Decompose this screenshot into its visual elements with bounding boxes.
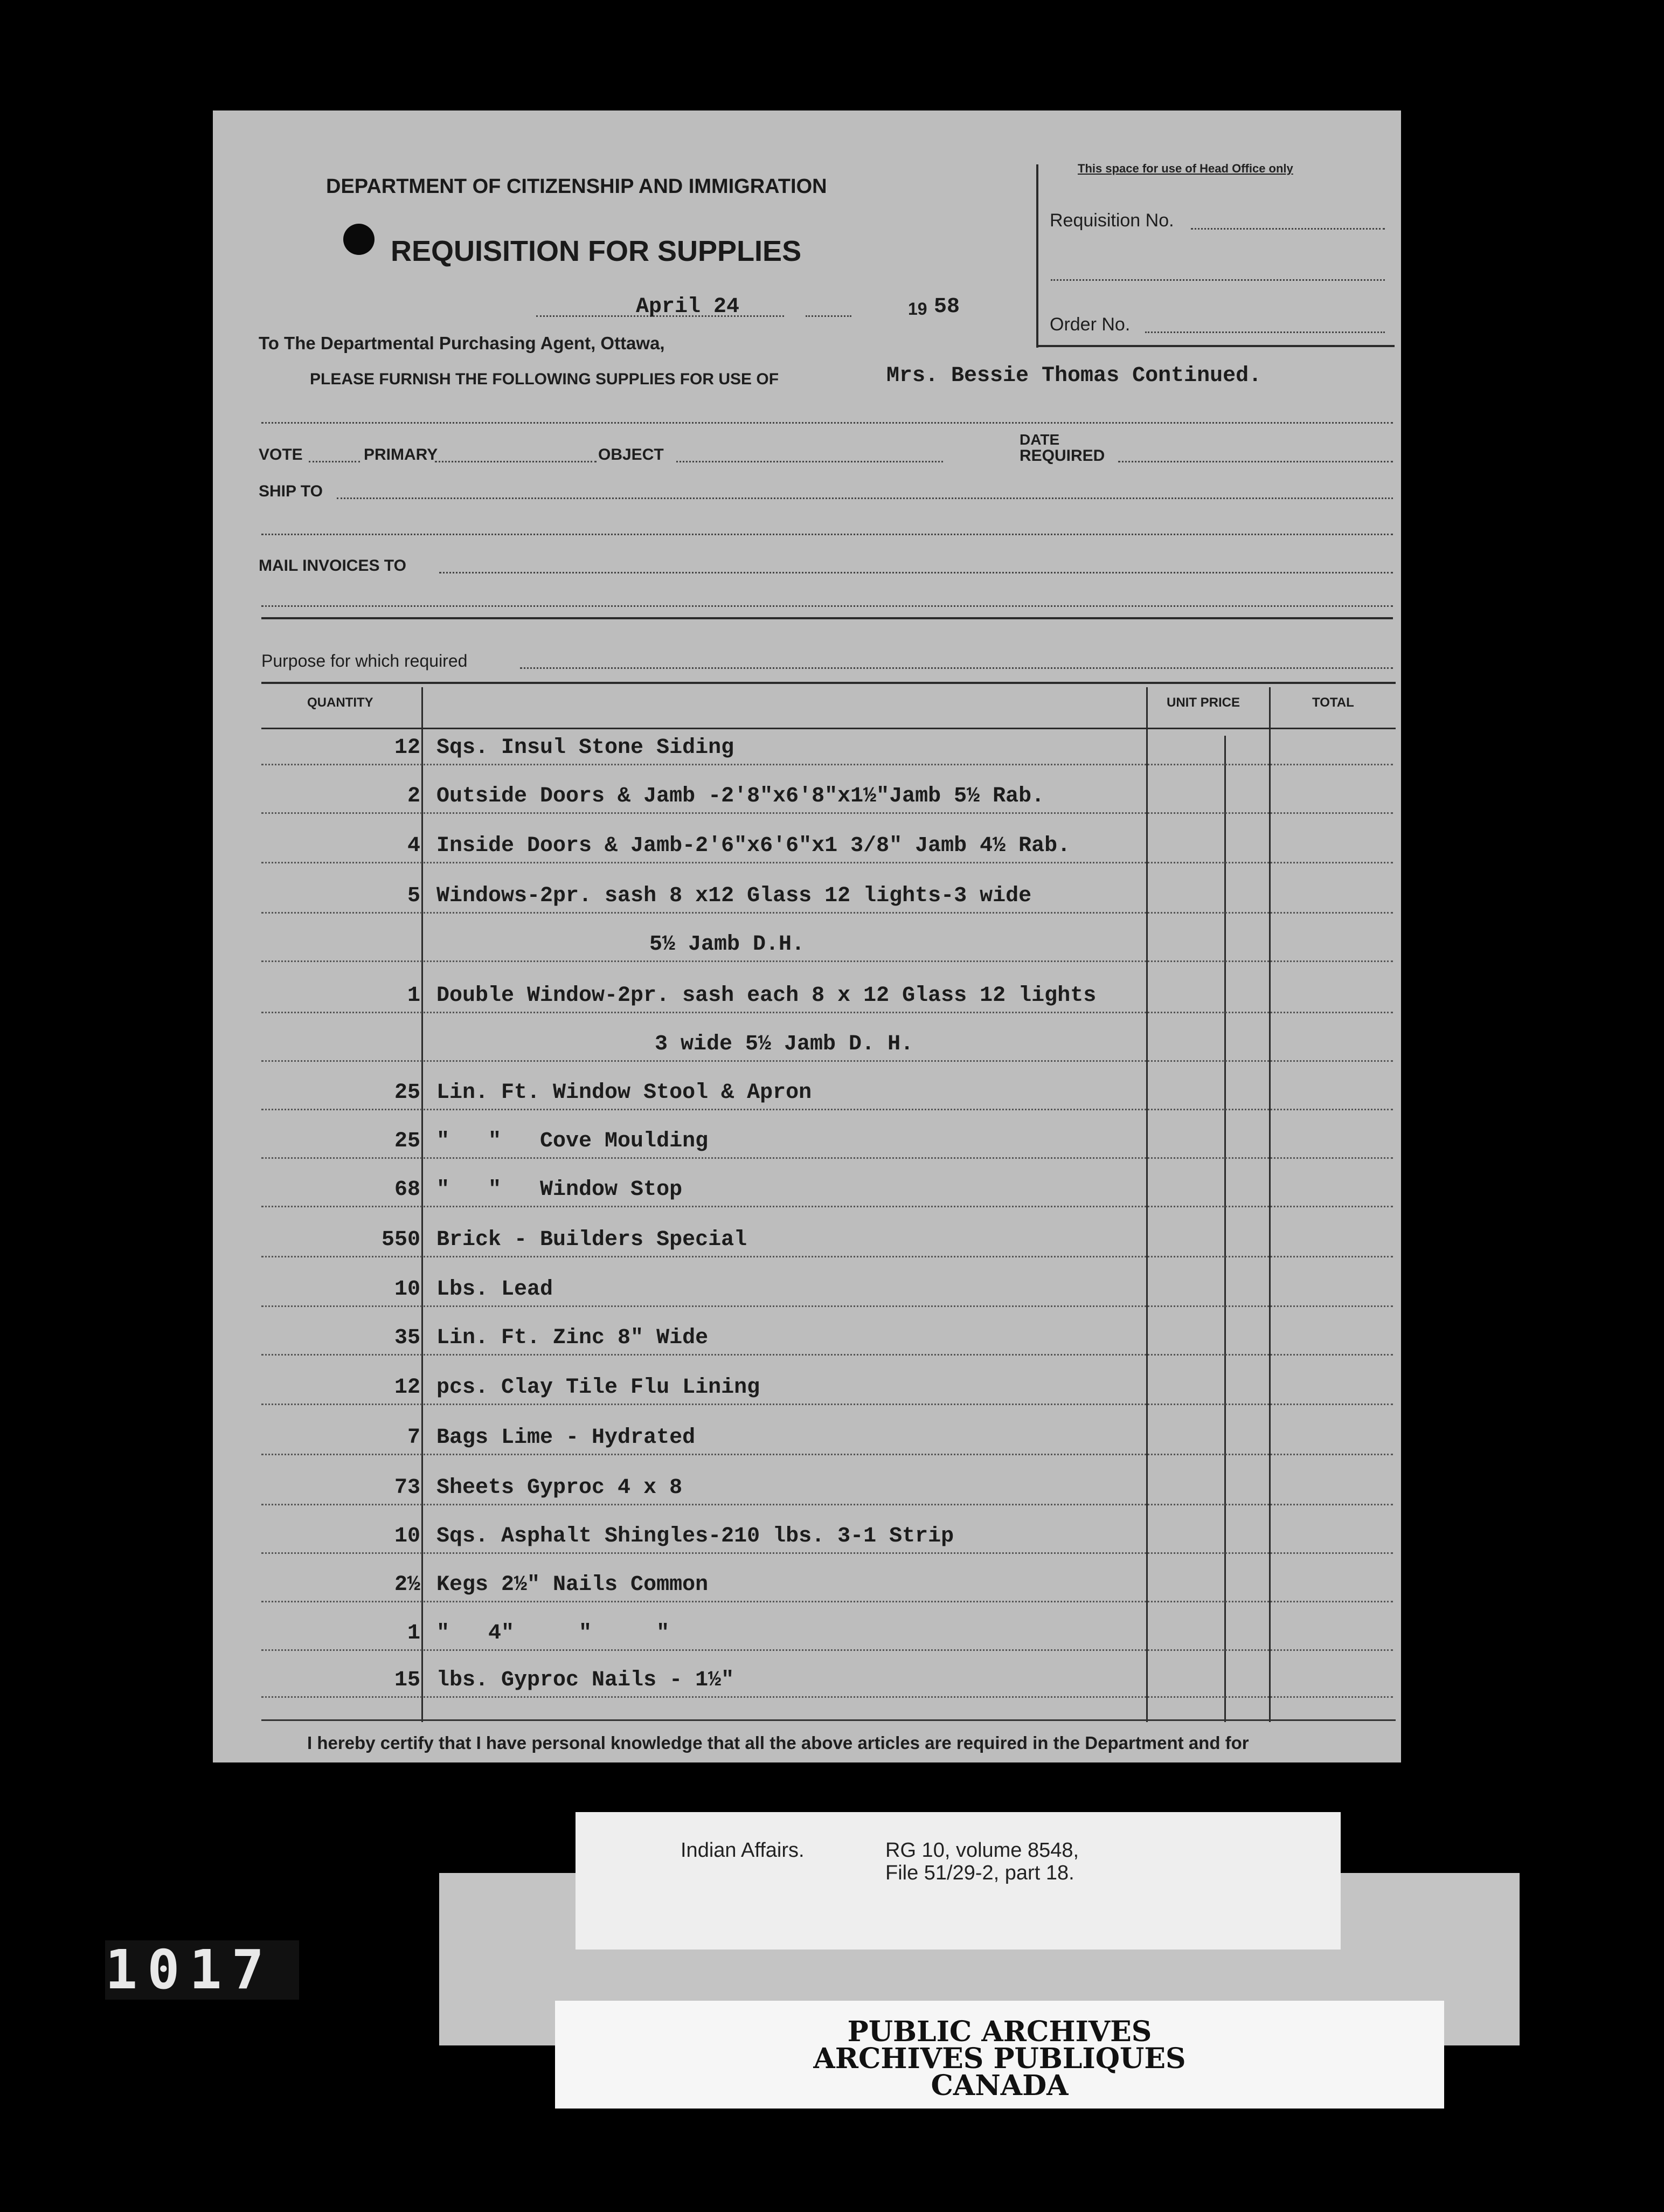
item-quantity: 12 bbox=[394, 736, 420, 760]
head-office-note: This space for use of Head Office only bbox=[1078, 162, 1293, 175]
purpose-line bbox=[520, 667, 1393, 669]
row-guide-line bbox=[261, 1256, 1393, 1257]
item-description: Brick - Builders Special bbox=[436, 1228, 747, 1252]
row-guide-line bbox=[261, 1109, 1393, 1110]
order-no-label: Order No. bbox=[1050, 314, 1131, 335]
item-description: pcs. Clay Tile Flu Lining bbox=[436, 1375, 760, 1400]
row-guide-line bbox=[261, 1454, 1393, 1455]
card-ref-line-1: RG 10, volume 8548, bbox=[885, 1839, 1079, 1862]
purchasing-agent-line: To The Departmental Purchasing Agent, Ottawa, bbox=[259, 333, 665, 353]
item-description: 5½ Jamb D.H. bbox=[649, 932, 805, 957]
primary-line bbox=[435, 461, 597, 462]
table-bottom-rule bbox=[261, 1719, 1396, 1721]
date-century: 19 bbox=[908, 299, 927, 319]
row-guide-line bbox=[261, 1696, 1393, 1698]
col-unit-price-header: UNIT PRICE bbox=[1167, 695, 1240, 710]
frame-number: 1017 bbox=[105, 1940, 299, 2000]
furnish-label: PLEASE FURNISH THE FOLLOWING SUPPLIES FOR USE OF bbox=[310, 370, 779, 388]
blank-line-1 bbox=[261, 422, 1393, 424]
punch-hole-dot bbox=[343, 224, 375, 255]
item-description: lbs. Gyproc Nails - 1½" bbox=[436, 1668, 734, 1692]
date-line-2 bbox=[806, 315, 851, 317]
item-quantity: 25 bbox=[394, 1081, 420, 1105]
date-required-label-1: DATE bbox=[1020, 431, 1060, 448]
item-description: " " Cove Moulding bbox=[436, 1129, 709, 1153]
item-description: Outside Doors & Jamb -2'8"x6'8"x1½"Jamb 5½ Rab. bbox=[436, 784, 1045, 808]
item-quantity: 12 bbox=[394, 1375, 420, 1400]
item-description: Sqs. Asphalt Shingles-210 lbs. 3-1 Strip bbox=[436, 1524, 954, 1549]
item-quantity: 15 bbox=[394, 1668, 420, 1692]
item-description: Sheets Gyproc 4 x 8 bbox=[436, 1476, 683, 1500]
table-top-rule bbox=[261, 682, 1396, 684]
certify-statement: I hereby certify that I have personal knowledge that all the above articles are required in the Department and for bbox=[307, 1733, 1249, 1753]
vote-label: VOTE bbox=[259, 446, 303, 464]
col-divider-desc bbox=[1146, 687, 1148, 1722]
col-quantity-header: QUANTITY bbox=[307, 695, 373, 710]
item-quantity: 73 bbox=[394, 1476, 420, 1500]
row-guide-line bbox=[261, 1305, 1393, 1307]
row-guide-line bbox=[261, 1354, 1393, 1356]
primary-label: PRIMARY bbox=[364, 446, 438, 464]
item-description: Lin. Ft. Window Stool & Apron bbox=[436, 1081, 812, 1105]
item-quantity: 550 bbox=[381, 1228, 420, 1252]
row-guide-line bbox=[261, 1206, 1393, 1207]
item-description: Kegs 2½" Nails Common bbox=[436, 1573, 709, 1597]
item-quantity: 7 bbox=[407, 1426, 420, 1450]
row-guide-line bbox=[261, 862, 1393, 863]
date-required-line bbox=[1118, 461, 1393, 462]
item-description: Bags Lime - Hydrated bbox=[436, 1426, 696, 1450]
item-quantity: 68 bbox=[394, 1178, 420, 1202]
mail-invoices-line bbox=[439, 572, 1393, 573]
row-guide-line bbox=[261, 812, 1393, 814]
archives-line-3: CANADA bbox=[931, 2069, 1069, 2102]
item-description: Windows-2pr. sash 8 x12 Glass 12 lights-3 wide bbox=[436, 884, 1032, 908]
ship-to-label: SHIP TO bbox=[259, 482, 323, 500]
mail-invoices-line-2 bbox=[261, 605, 1393, 607]
head-office-box-border bbox=[1036, 164, 1038, 348]
row-guide-line bbox=[261, 960, 1393, 962]
item-quantity: 5 bbox=[407, 884, 420, 908]
item-description: Lin. Ft. Zinc 8" Wide bbox=[436, 1326, 709, 1350]
item-description: Double Window-2pr. sash each 8 x 12 Glass 12 lights bbox=[436, 984, 1097, 1008]
archives-line-1: PUBLIC ARCHIVES bbox=[847, 2015, 1152, 2048]
item-quantity: 1 bbox=[407, 1621, 420, 1646]
ship-to-line bbox=[337, 497, 1393, 499]
row-guide-line bbox=[261, 1060, 1393, 1062]
card-ref-line-2: File 51/29-2, part 18. bbox=[885, 1862, 1074, 1884]
row-guide-line bbox=[261, 1404, 1393, 1405]
date-required-label-2: REQUIRED bbox=[1020, 447, 1105, 465]
object-line bbox=[676, 461, 943, 462]
archival-reference-card bbox=[576, 1812, 1341, 1950]
row-guide-line bbox=[261, 1601, 1393, 1602]
requisition-form bbox=[213, 110, 1401, 1762]
col-total-header: TOTAL bbox=[1312, 695, 1354, 710]
row-guide-line bbox=[261, 1649, 1393, 1651]
item-quantity: 1 bbox=[407, 984, 420, 1008]
col-divider-total bbox=[1269, 687, 1271, 1722]
item-description: Inside Doors & Jamb-2'6"x6'6"x1 3/8" Jamb 4½ Rab. bbox=[436, 834, 1071, 858]
row-guide-line bbox=[261, 912, 1393, 914]
requisition-no-line bbox=[1191, 228, 1385, 230]
department-heading: DEPARTMENT OF CITIZENSHIP AND IMMIGRATION bbox=[326, 175, 827, 198]
item-quantity: 4 bbox=[407, 834, 420, 858]
mail-invoices-label: MAIL INVOICES TO bbox=[259, 557, 406, 575]
card-source: Indian Affairs. bbox=[681, 1839, 805, 1862]
row-guide-line bbox=[261, 1552, 1393, 1554]
date-month-day: April 24 bbox=[636, 295, 740, 319]
row-guide-line bbox=[261, 764, 1393, 765]
col-divider-cents bbox=[1224, 736, 1226, 1722]
head-office-box-bottom bbox=[1036, 345, 1395, 347]
furnish-recipient: Mrs. Bessie Thomas Continued. bbox=[886, 364, 1262, 388]
head-office-blank-line bbox=[1051, 279, 1385, 281]
requisition-no-label: Requisition No. bbox=[1050, 210, 1174, 231]
item-quantity: 2 bbox=[407, 784, 420, 808]
item-description: " " Window Stop bbox=[436, 1178, 683, 1202]
item-quantity: 10 bbox=[394, 1277, 420, 1302]
purpose-label: Purpose for which required bbox=[261, 651, 468, 670]
col-divider-quantity bbox=[421, 687, 423, 1722]
row-guide-line bbox=[261, 1157, 1393, 1159]
item-description: 3 wide 5½ Jamb D. H. bbox=[655, 1032, 914, 1056]
item-description: Sqs. Insul Stone Siding bbox=[436, 736, 734, 760]
table-header-rule bbox=[261, 728, 1396, 729]
item-description: Lbs. Lead bbox=[436, 1277, 553, 1302]
item-description: " 4" " " bbox=[436, 1621, 670, 1646]
item-quantity: 25 bbox=[394, 1129, 420, 1153]
item-quantity: 10 bbox=[394, 1524, 420, 1549]
item-quantity: 2½ bbox=[394, 1573, 420, 1597]
date-year: 58 bbox=[934, 295, 960, 319]
vote-line bbox=[309, 461, 360, 462]
order-no-line bbox=[1145, 331, 1385, 333]
form-title: REQUISITION FOR SUPPLIES bbox=[391, 235, 802, 267]
archives-line-2: ARCHIVES PUBLIQUES bbox=[813, 2042, 1186, 2075]
object-label: OBJECT bbox=[598, 446, 664, 464]
ship-to-line-2 bbox=[261, 534, 1393, 535]
item-quantity: 35 bbox=[394, 1326, 420, 1350]
row-guide-line bbox=[261, 1012, 1393, 1013]
row-guide-line bbox=[261, 1504, 1393, 1505]
section-rule bbox=[261, 617, 1393, 619]
public-archives-label bbox=[555, 2001, 1444, 2109]
